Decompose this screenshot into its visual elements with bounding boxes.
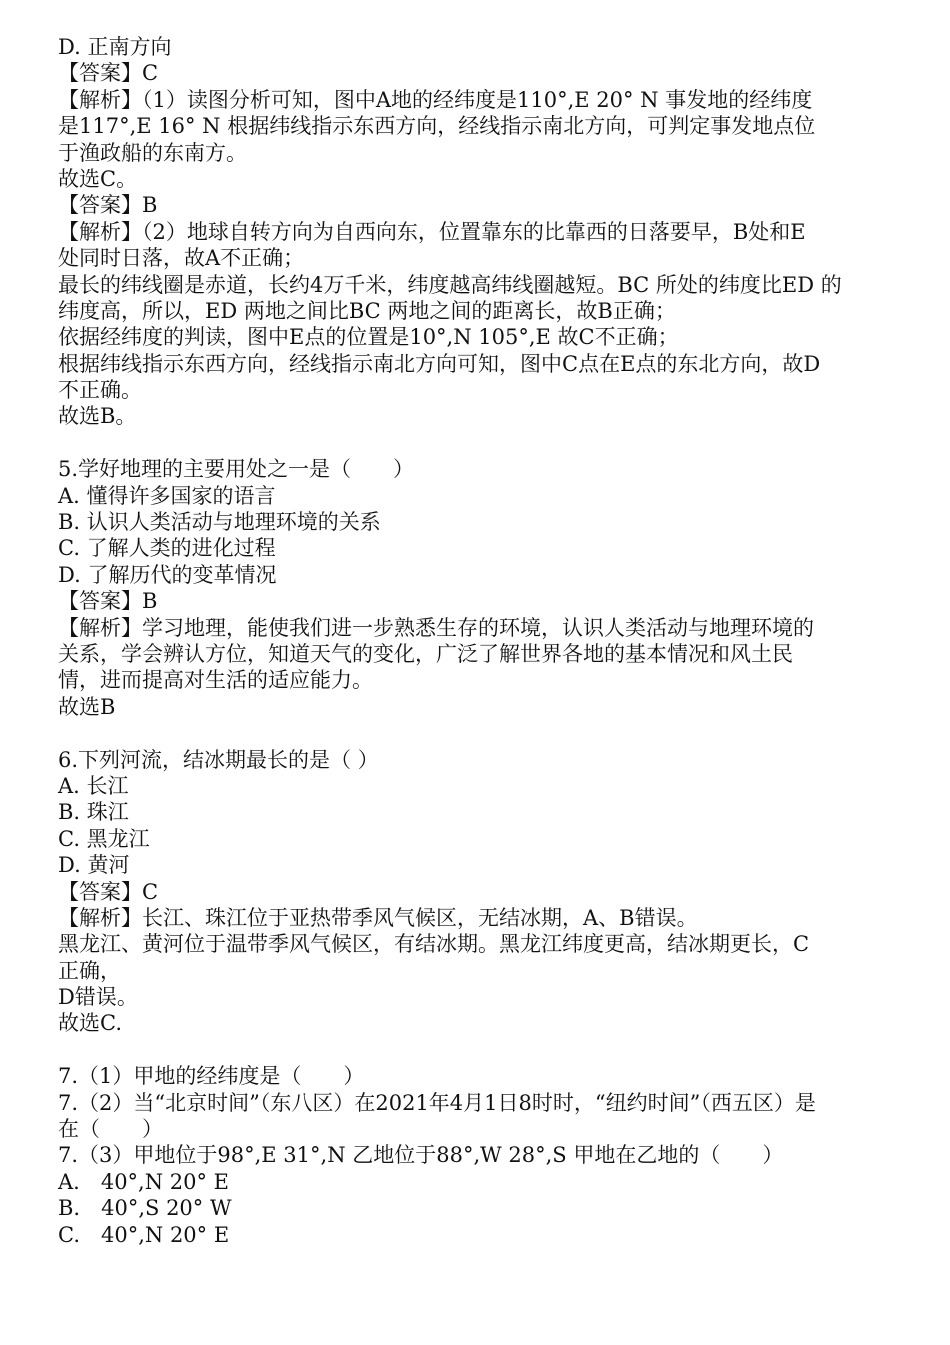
text-line: 不正确。 (58, 378, 142, 403)
analysis-line: 【解析】长江、珠江位于亚热带季风气候区，无结冰期，A、B错误。 (58, 905, 698, 930)
text-line: 根据纬线指示东西方向，经线指示南北方向可知，图中C点在E点的东北方向，故D (58, 351, 821, 376)
text-line: 故选C。 (58, 166, 138, 191)
option-line: C. 黑龙江 (58, 826, 150, 851)
option-line: C. 40°,N 20° E (58, 1222, 230, 1247)
text-line: 处同时日落，故A不正确； (58, 246, 305, 271)
option-line: A. 40°,N 20° E (58, 1169, 230, 1194)
blank-line (58, 430, 898, 456)
text-line: D错误。 (58, 985, 138, 1010)
text-line: 故选B。 (58, 404, 137, 429)
analysis-line: 【解析】（2）地球自转方向为自西向东，位置靠东的比靠西的日落要早，B处和E (58, 219, 806, 244)
text-line: 在（ ） (58, 1117, 163, 1142)
text-line: 故选B (58, 694, 116, 719)
option-line: C. 了解人类的进化过程 (58, 536, 276, 561)
text-line: 纬度高，所以，ED 两地之间比BC 两地之间的距离长，故B正确； (58, 298, 676, 323)
text-line: 关系，学会辨认方位，知道天气的变化，广泛了解世界各地的基本情况和风土民 (58, 641, 793, 666)
answer-line: 【答案】B (58, 589, 158, 614)
question-line: 7.（1）甲地的经纬度是（ ） (58, 1064, 365, 1089)
text-line: 依据经纬度的判读，图中E点的位置是10°,N 105°,E 故C不正确； (58, 325, 679, 350)
option-line: B. 珠江 (58, 800, 129, 825)
text-line: 于渔政船的东南方。 (58, 140, 247, 165)
option-line: A. 懂得许多国家的语言 (58, 483, 276, 508)
option-line: A. 长江 (58, 773, 129, 798)
question-line: 7.（3）甲地位于98°,E 31°,N 乙地位于88°,W 28°,S 甲地在乙地的（ ） (58, 1143, 784, 1168)
analysis-line: 【解析】（1）读图分析可知，图中A地的经纬度是110°,E 20° N 事发地的经纬度 (58, 87, 813, 112)
analysis-line: 【解析】学习地理，能使我们进一步熟悉生存的环境，认识人类活动与地理环境的 (58, 615, 814, 640)
text-line: 故选C. (58, 1011, 122, 1036)
option-line: D. 了解历代的变革情况 (58, 562, 277, 587)
question-line: 6.下列河流，结冰期最长的是（ ） (58, 747, 379, 772)
document-page (58, 34, 898, 1248)
option-line: D. 黄河 (58, 853, 130, 878)
question-line: 7.（2）当“北京时间”（东八区）在2021年4月1日8时时，“纽约时间”（西五区）是 (58, 1090, 816, 1115)
text-line: 正确， (58, 958, 121, 983)
answer-line: 【答案】C (58, 61, 159, 86)
text-line: 黑龙江、黄河位于温带季风气候区，有结冰期。黑龙江纬度更高，结冰期更长，C (58, 932, 810, 957)
option-line: B. 认识人类活动与地理环境的关系 (58, 510, 381, 535)
answer-line: 【答案】C (58, 879, 159, 904)
text-line: D. 正南方向 (58, 35, 172, 59)
option-line: B. 40°,S 20° W (58, 1196, 232, 1221)
blank-line (58, 1037, 898, 1063)
blank-line (58, 720, 898, 746)
answer-line: 【答案】B (58, 193, 158, 218)
text-line: 是117°,E 16° N 根据纬线指示东西方向，经线指示南北方向，可判定事发地点位 (58, 114, 816, 139)
text-line: 情，进而提高对生活的适应能力。 (58, 668, 373, 693)
text-line: 最长的纬线圈是赤道，长约4万千米，纬度越高纬线圈越短。BC 所处的纬度比ED 的 (58, 272, 842, 297)
question-line: 5.学好地理的主要用处之一是（ ） (58, 457, 415, 482)
